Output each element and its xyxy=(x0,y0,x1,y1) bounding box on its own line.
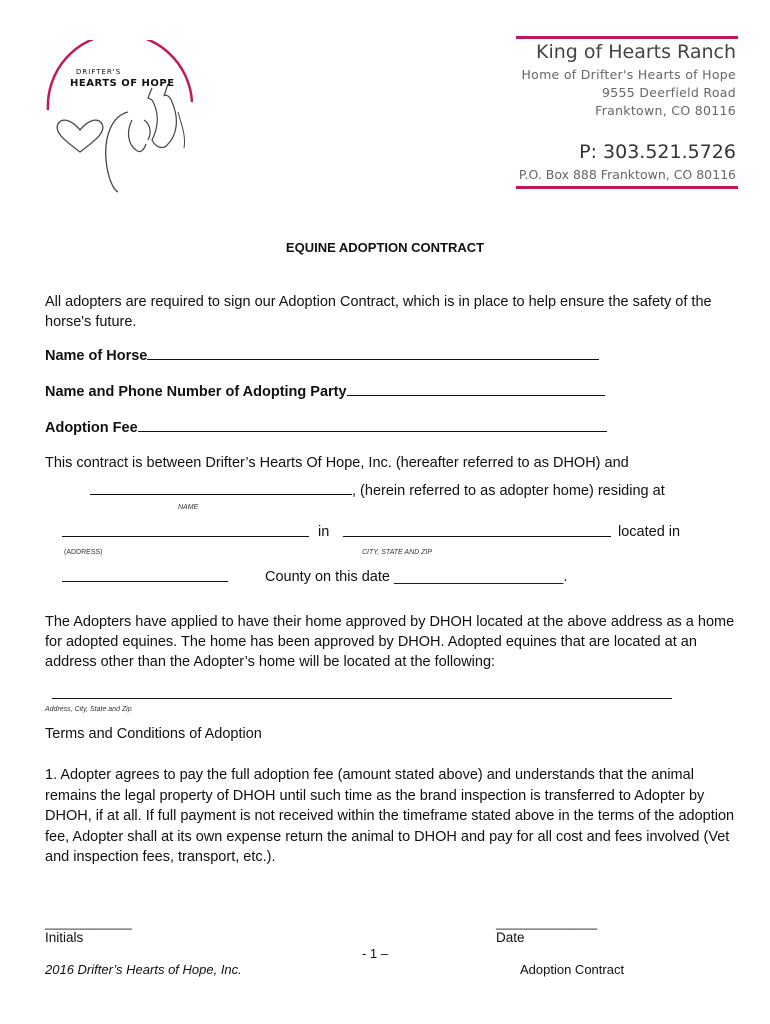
heart-icon xyxy=(57,120,103,152)
terms-heading: Terms and Conditions of Adoption xyxy=(45,726,262,742)
herein-text: , (herein referred to as adopter home) residing at xyxy=(352,483,665,499)
ranch-tagline: Home of Drifter's Hearts of Hope xyxy=(521,67,736,82)
organization-logo xyxy=(40,40,210,200)
county-field[interactable] xyxy=(62,567,228,582)
address-field[interactable] xyxy=(62,522,309,537)
adopter-name-field[interactable] xyxy=(90,480,352,495)
name-of-horse-field[interactable] xyxy=(147,345,599,360)
alternate-address-caption: Address, City, State and Zip xyxy=(45,706,132,713)
located-in-word: located in xyxy=(618,524,681,540)
ranch-po-box: P.O. Box 888 Franktown, CO 80116 xyxy=(518,167,736,182)
ranch-phone: P: 303.521.5726 xyxy=(579,141,736,163)
term-1-paragraph: 1. Adopter agrees to pay the full adoption fee (amount stated above) and understands that the animal remains the legal property of DHOH until such time as the brand inspection is transferred to Adopter by DHOH, if at all. If full payment is not received within the timeframe stated above in the terms of the adoption fee, Adopter shall at its own expense return the animal to DHOH and pay for all cost and fees involved (Vet and inspection fees, transport, etc.). xyxy=(45,767,735,865)
address-caption: (ADDRESS) xyxy=(64,549,103,556)
name-of-horse-row xyxy=(45,345,735,366)
city-caption: CITY, STATE AND ZIP xyxy=(362,549,433,556)
ranch-street: 9555 Deerfield Road xyxy=(602,85,736,100)
county-date-text: County on this date _____________________. xyxy=(265,569,568,585)
adoption-fee-field[interactable] xyxy=(138,417,607,432)
horse-head-outline xyxy=(152,95,176,147)
footer-doc-name: Adoption Contract xyxy=(520,962,625,977)
contract-between-text: This contract is between Drifter’s Hearts Of Hope, Inc. (hereafter referred to as DHOH) and xyxy=(45,455,629,471)
adopters-paragraph: The Adopters have applied to have their home approved by DHOH located at the above address as a home for adopted equines. The home has been approved by DHOH. Adopted equines that are located at an address other than the Adopter’s home will be located at the following: xyxy=(45,614,735,670)
initials-line[interactable]: ____________ xyxy=(45,915,132,930)
adopting-party-row xyxy=(45,381,735,402)
header-bottom-rule xyxy=(516,186,738,189)
in-word: in xyxy=(318,524,330,540)
ranch-name: King of Hearts Ranch xyxy=(535,41,736,63)
logo-small-text: DRIFTER'S xyxy=(76,68,122,76)
page-number: - 1 – xyxy=(361,946,388,961)
city-state-zip-field[interactable] xyxy=(343,522,611,537)
alternate-address-field[interactable] xyxy=(52,684,672,699)
footer-copyright: 2016 Drifter’s Hearts of Hope, Inc. xyxy=(45,962,242,977)
date-label: Date xyxy=(496,930,525,945)
header-top-rule xyxy=(516,36,738,39)
document-title: EQUINE ADOPTION CONTRACT xyxy=(285,240,485,255)
initials-label: Initials xyxy=(45,930,84,945)
date-line[interactable]: ______________ xyxy=(496,915,598,930)
name-of-horse-label: Name of Horse xyxy=(45,348,148,364)
ranch-city: Franktown, CO 80116 xyxy=(595,103,736,118)
adopting-party-field[interactable] xyxy=(347,381,605,396)
adoption-fee-row xyxy=(45,417,735,438)
intro-paragraph: All adopters are required to sign our Adoption Contract, which is in place to help ensure the safety of the horse's future. xyxy=(45,294,712,330)
logo-graphic xyxy=(40,40,210,200)
logo-big-text: HEARTS OF HOPE xyxy=(70,78,175,89)
name-caption: NAME xyxy=(178,504,199,511)
adopter-name-row xyxy=(90,480,730,501)
adopting-party-label: Name and Phone Number of Adopting Party xyxy=(45,384,347,400)
adoption-fee-label: Adoption Fee xyxy=(45,420,138,436)
